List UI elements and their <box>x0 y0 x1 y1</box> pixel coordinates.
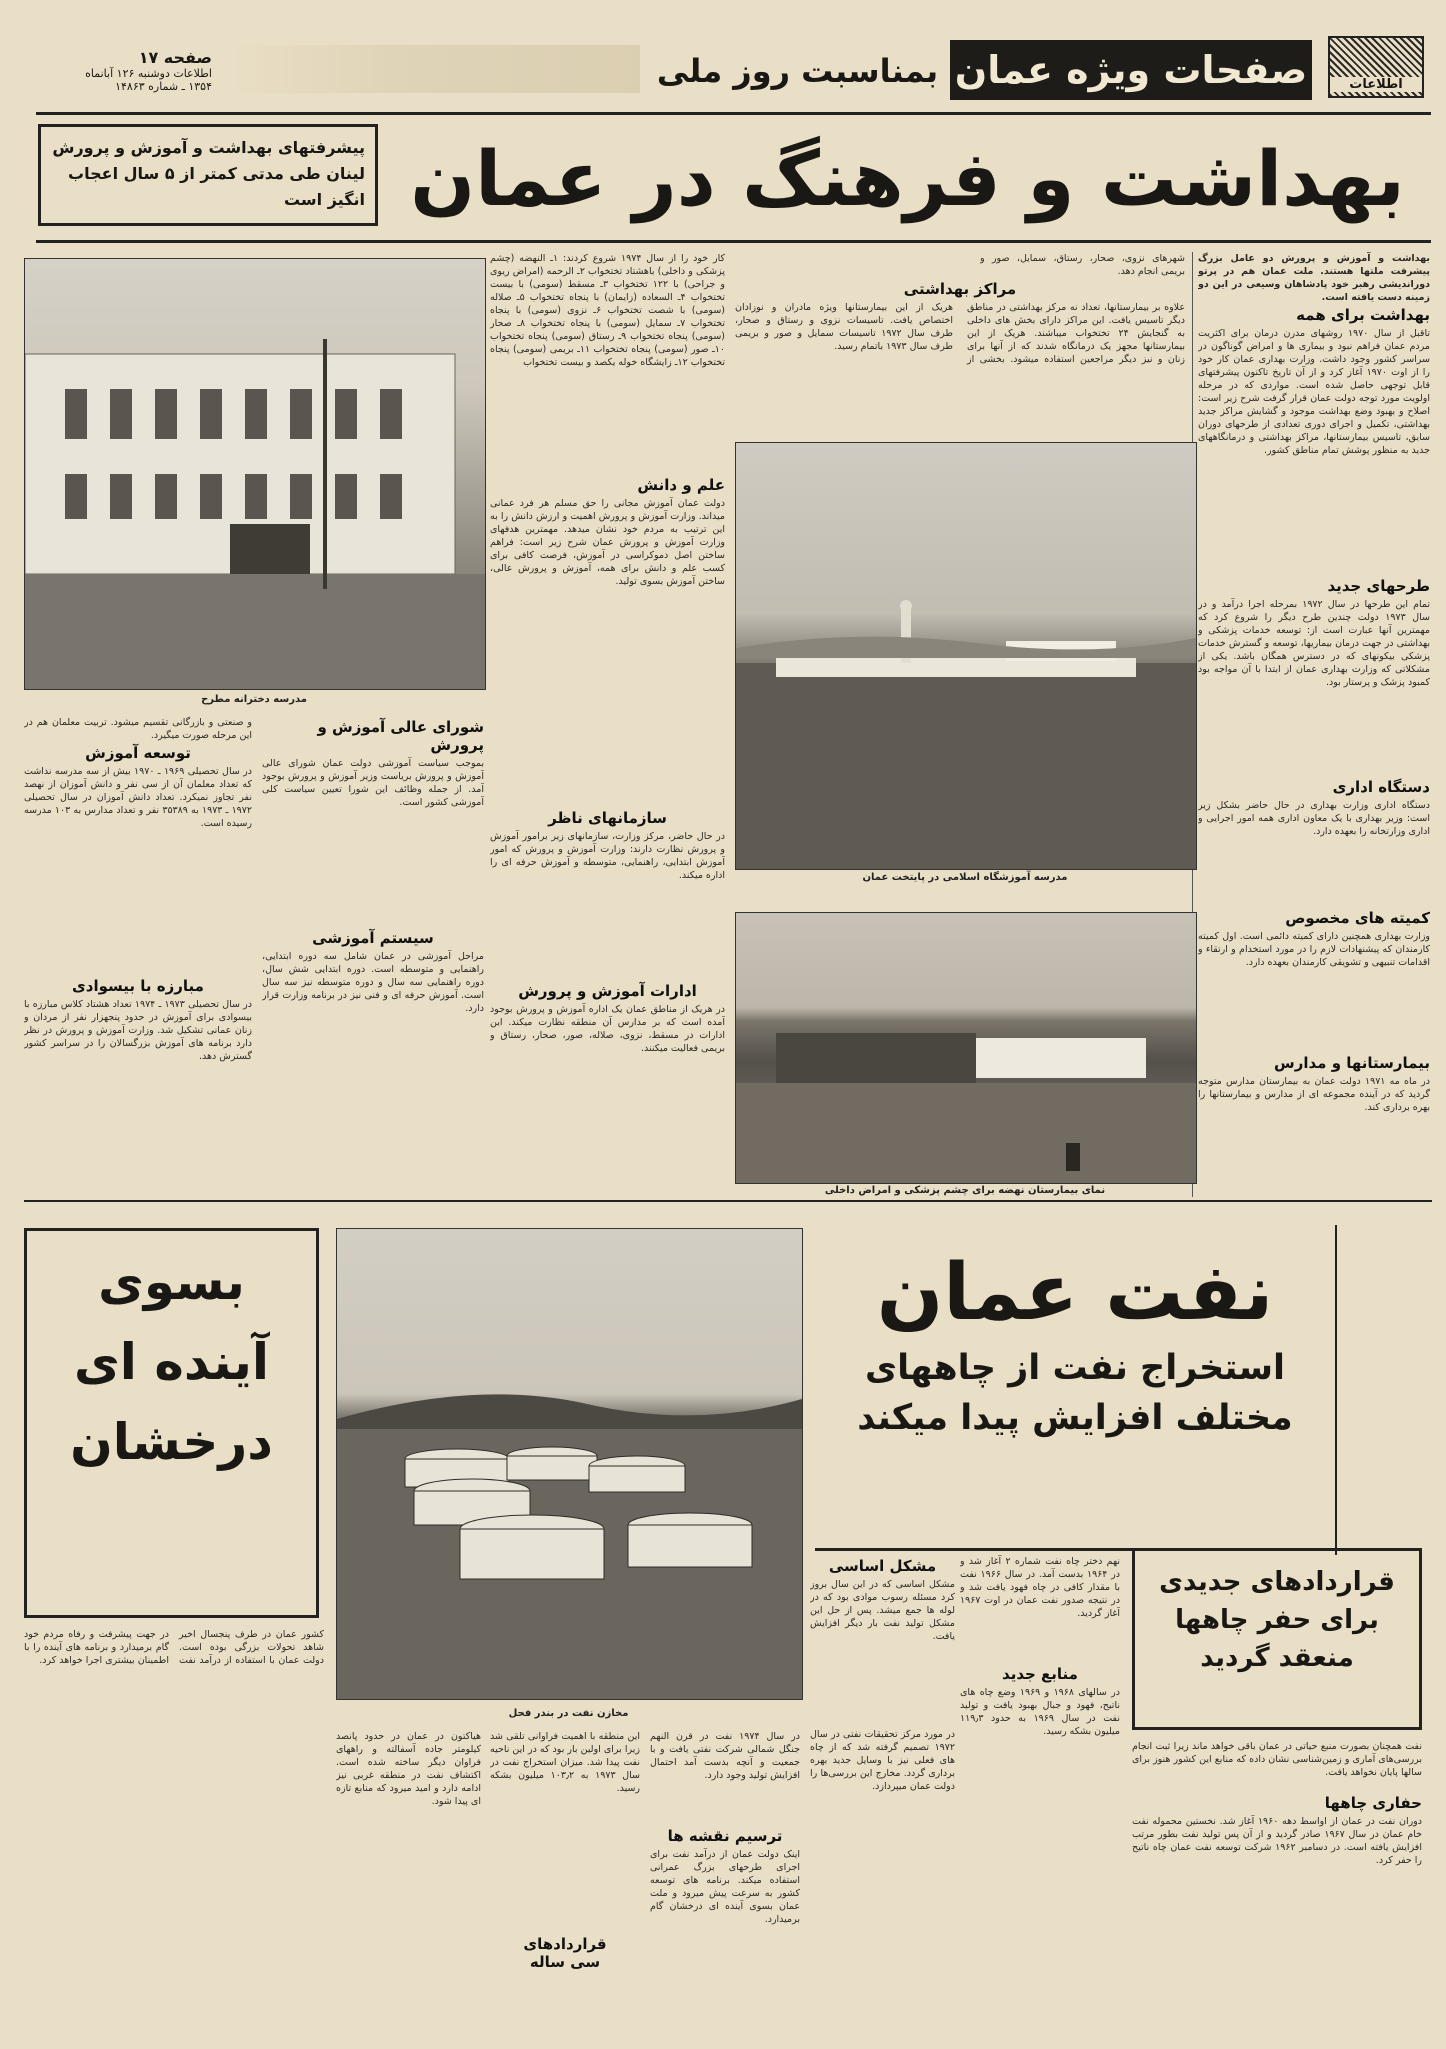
hospital-photo-illustration <box>736 913 1196 1183</box>
heading-education-offices: ادارات آموزش و پرورش <box>518 982 697 1000</box>
oil-paragraph-c1: نهم دختر چاه نفت شماره ۲ آغاز شد و در ۱۹۶۴ بدست آمد. در سال ۱۹۶۶ نفت با مقدار کافی در چاه فهود یافت شد و در نتیجه صدور نفت عمان در اوت ۱۹۶۷ آغاز گردید. <box>960 1556 1120 1619</box>
oil-subtitle-1: استخراج نفت از چاههای <box>865 1348 1285 1388</box>
photo-islamic-school <box>735 442 1197 870</box>
column-education-2 <box>262 716 484 1196</box>
health-paragraph-3: دستگاه اداری وزارت بهداری در حال حاضر بشکل زیر است: وزیر بهداری با یک معاون اداری همه امور اجرایی و اداری وزارتخانه را بعهده دارد. <box>1198 800 1430 837</box>
oil-paragraph-c8: هیاکتون در عمان در حدود پانصد کیلومتر جاده آسفالته و راههای فراوان دیگر ساخته شده است. اکتشاف نفت در منطقه غربی نیز ادامه دارد و امید میرود که منابع تازه ای پیدا شود. <box>336 1731 481 1807</box>
oil-paragraph-plans: اینک دولت عمان از درآمد نفت برای اجرای طرحهای بزرگ عمرانی استفاده میکند. برنامه های توسعه کشور به سرعت پیش میرود و ملت عمان بسوی آینده ای درخشان گام برمیدارد. <box>650 1849 800 1925</box>
column-education-3 <box>24 716 252 1196</box>
heading-education-system: سیستم آموزشی <box>312 929 434 947</box>
heading-main-problem: مشکل اساسی <box>828 1557 937 1575</box>
heading-well-drilling: حفاری چاهها <box>1324 1794 1422 1812</box>
side-title-1: بسوی <box>98 1253 245 1311</box>
oil-subtitle-2: مختلف افزایش پیدا میکند <box>857 1398 1293 1438</box>
headline-deck: پیشرفتهای بهداشت و آموزش و پرورش لینان طی مدتی کمتر از ۵ سال اعجاب انگیز است <box>38 124 378 226</box>
education-continued: و صنعتی و بازرگانی تقسیم میشود. تربیت معلمان هم در این مرحله صورت میگیرد. <box>24 717 252 741</box>
health-paragraph-1: تاقبل از سال ۱۹۷۰ روشهای مدرن درمان برای اکثریت مردم عمان فراهم نبود و بیماری ها و امراض گوناگون در سراسر کشور وجود داشت. وزارت بهداری عمان کار خود را از اوت ۱۹۷۰ آغاز کرد و از آن تاریخ تاکنون پیشرفتهای قابل توجهی حاصل شده است. مواردی که در مرحله اولویت مورد توجه دولت عمان قرار گرفت شرح زیر است: اصلاح و بهبود وضع بهداشت موجود و گشایش مراکز جدید بهداشتی، تکمیل و اجرای دوری تعدادی از طرحهای دوران سابق، تاسیس بیمارستانها، مراکز بهداشتی و درمانگاههای جدید به منظور پوشش تمام مناطق کشور. <box>1198 328 1430 456</box>
faded-header-background <box>230 45 640 93</box>
date-line: اطلاعات دوشنبه ۱۲۶ آبانماه <box>85 67 212 80</box>
oil-column-left-2 <box>24 1628 324 2033</box>
photo-hospital <box>735 912 1197 1184</box>
column-health-2 <box>735 252 1185 432</box>
logo-text: اطلاعات <box>1330 77 1422 92</box>
health-intro: بهداشت و آموزش و پرورش دو عامل بزرگ پیشرفت ملتها هستند. ملت عمان هم در پرتو دوراندیشی رهبر خود پادشاهان وسیعی در این دو زمینه دست یافته است. <box>1198 253 1430 303</box>
side-title-3: درخشان <box>70 1413 273 1471</box>
council-paragraph: بموجب سیاست آموزشی دولت عمان شورای عالی آموزش و پرورش بریاست وزیر آموزش و پرورش بوجود آمد. از جمله وظائف این شورا تعیین سیاست کلی آموزشی کشور است. <box>262 758 484 808</box>
contracts-title-1: قراردادهای جدیدی <box>1159 1567 1395 1597</box>
oil-column-middle-right <box>960 1555 1120 2035</box>
health-paragraph-4: وزارت بهداری همچنین دارای کمیته دائمی است. اول کمیته کارمندان که پیشنهادات لازم را در مورد استخدام و ارتقاء و اقدامات تنبیهی و تشویقی کارمندان بعهده دارد. <box>1198 931 1430 968</box>
oil-headline-box <box>815 1228 1335 1551</box>
system-paragraph: مراحل آموزشی در عمان شامل سه دوره ابتدایی، راهنمایی و متوسطه است. دوره ابتدایی شش سال، دوره راهنمایی سه سال و دوره متوسطه نیز سه سال است. آموزش حرفه ای و فنی نیز در برنامه وزارت قرار دارد. <box>262 951 484 1014</box>
oil-column-contracts <box>490 1730 640 2035</box>
bright-future-box <box>24 1228 319 1618</box>
education-paragraph-2: در حال حاضر، مرکز وزارت، سازمانهای زیر برامور آموزش و پرورش نظارت دارند: وزارت آموزش و پرورش که امور آموزش ابتدایی، راهنمایی، متوسطه و آموزش حرفه ای را اداره میکند. <box>490 831 725 881</box>
contracts-title-3: منعقد گردید <box>1200 1643 1354 1673</box>
education-paragraph-1: دولت عمان آموزش مجانی را حق مسلم هر فرد عمانی میداند. وزارت آموزش و پرورش اهمیت و ارزش دانش را به این ترتیب به مردم خود نشان میدهد. مهمترین هدفهای وزارت آموزش و پرورش عمان شرح زیر است: فراهم ساختن اصل دموکراسی در آموزش، فرصت کافی برای کسب علم و دانش برای همه، آموزش و پرورش عالی، ساختن آموزش بسوی تولید. <box>490 498 725 587</box>
health-paragraph-5: در ماه مه ۱۹۷۱ دولت عمان به بیمارستان مدارس متوجه گردید که در آینده مجموعه ای از مدارس و بیمارستانها را بهره برداری کند. <box>1198 1076 1430 1113</box>
school-photo-caption: مدرسه دخترانه مطرح <box>201 694 307 705</box>
heading-map-drawing: ترسیم نقشه ها <box>667 1827 783 1845</box>
oil-column-right <box>1132 1740 1422 2035</box>
oil-column-left-1 <box>336 1730 481 2035</box>
oil-column-plans <box>650 1730 800 2035</box>
heading-special-committees: کمیته های مخصوص <box>1285 909 1430 927</box>
issue-line: ۱۳۵۴ ـ شماره ۱۴۸۶۳ <box>115 80 212 93</box>
column-health-1 <box>1198 252 1430 1197</box>
heading-supervisory-bodies: سازمانهای ناظر <box>548 809 667 827</box>
literacy-paragraph: در سال تحصیلی ۱۹۷۳ ـ ۱۹۷۴ تعداد هشتاد کلاس مبارزه با بیسوادی برای آموزش در حدود پنجهزار نفر از مردان و زنان عمانی تشکیل شد. وزارت آموزش و پرورش در نظر دارد برنامه های آموزش بزرگسالان را در سراسر کشور گسترش دهد. <box>24 999 252 1062</box>
hospital-list: کار خود را از سال ۱۹۷۴ شروع کردند: ۱ـ النهضه (چشم پزشکی و داخلی) باهشتاد تختخواب ۲ـ الرحمه (امراض ریوی و جراحی) با ۱۲۲ تختخواب ۳ـ مسقط (سومی) با بیست تختخواب ۴ـ السعاده (زایمان) با پنجاه تختخواب ۵ـ صلاله (سومی) با شصت تختخواب ۶ـ نزوی (سومی) با پنجاه تختخواب ۷ـ سمایل (سومی) با پنجاه تختخواب ۸ـ صحار (سومی) پنجاه تختخواب ۹ـ رستاق (سومی) پنجاه تختخواب ۱۰ـ صور (سومی) پنجاه تختخواب ۱۱ـ بریمی (سومی) پنجاه تختخواب ۱۲ـ زایشگاه خوله یکصد و بیست تختخواب <box>490 253 725 368</box>
photo-girls-school <box>24 258 486 690</box>
contracts-title-2: برای حفر چاهها <box>1175 1605 1379 1635</box>
education-paragraph-3: در هریک از مناطق عمان یک اداره آموزش و پرورش بوجود آمده است که بر مدارس آن منطقه نظارت میکند. این ادارات در مسقط، نزوی، صلاله، صور، صحار، رستاق و بریمی فعالیت میکنند. <box>490 1004 725 1054</box>
newspaper-logo <box>1328 36 1424 98</box>
heading-health-for-all: بهداشت برای همه <box>1296 306 1430 324</box>
oil-paragraph-c5: در سال ۱۹۷۴ نفت در قرن النهم جنگل شمالی شرکت نفتی یافت و با جمعیت و آنچه بدست آمد احتمال افزایش تولید وجود دارد. <box>650 1731 800 1781</box>
oil-column-middle-left <box>810 1555 955 2035</box>
heading-new-plans: طرحهای جدید <box>1327 577 1430 595</box>
heading-thirty-year-contracts-2: سی ساله <box>529 1953 601 1971</box>
oil-paragraph-c3: در سالهای ۱۹۶۸ و ۱۹۶۹ وضع چاه های ناتیح، فهود و جبال بهبود یافت و تولید نفت در سال ۱۹۶۹ به حدود ۱۱۹٫۳ میلیون بشکه رسید. <box>960 1687 1120 1737</box>
heading-thirty-year-contracts-1: قراردادهای <box>523 1935 607 1953</box>
heading-administration: دستگاه اداری <box>1332 778 1430 796</box>
health-paragraph-2: تمام این طرحها در سال ۱۹۷۲ بمرحله اجرا درآمد و در سال ۱۹۷۳ دولت چندین طرح دیگر را شروع کرد که مهمترین آنها عبارت است از: توسعه خدمات پزشکی و بهداشتی در جهت درمان بیماریها، توسعه و گسترش خدمات پزشکی بیکونهای که در دسترس همگان باشد. یکی از مشکلاتی که وزارت بهداری عمان از ابتدا با آن مواجه بود کمبود پزشک و پرستار بود. <box>1198 599 1430 688</box>
heading-health-centers: مراکز بهداشتی <box>903 280 1017 298</box>
side-title-2: آینده ای <box>73 1333 270 1391</box>
oil-paragraph-c6: در مورد مرکز تحقیقات نفتی در سال ۱۹۷۲ تصمیم گرفته شد که از چاه های فعلی نیز با وسایل جدید بهره برداری گردد. مخارج این بررسی‌ها را دولت عمان میپردازد. <box>810 1729 955 1792</box>
heading-hospitals-schools: بیمارستانها و مدارس <box>1274 1054 1430 1072</box>
oil-title: نفت عمان <box>876 1248 1274 1338</box>
oil-vertical-rule <box>1335 1225 1337 1555</box>
main-headline: بهداشت و فرهنگ در عمان <box>410 134 1405 223</box>
school-photo-illustration <box>25 259 485 689</box>
heading-new-sources: منابع جدید <box>1002 1665 1078 1683</box>
tanks-photo-caption: مخازن نفت در بندر فحل <box>508 1708 629 1719</box>
health-centers-paragraph: علاوه بر بیمارستانها، تعداد نه مرکز بهداشتی در مناطق دیگر تاسیس یافت. این مراکز دارای بخش های داخلی به گنجایش ۲۴ تختخواب میباشند. هریک از این بیمارستانها مجهز یک درمانگاه شدند که از آنها برای زنان و نیز دیگر مراجعین استفاده میشود. بخشی از هریک از این بیمارستانها ویژه مادران و نوزادان اختصاص یافت. تاسیسات نزوی و رستاق و صحار، طرف سال ۱۹۷۲ تاسیسات سمایل و صور و بریمی طرف سال ۱۹۷۳ باتمام رسید. <box>735 302 1185 365</box>
special-pages-banner: صفحات ویژه عمان <box>950 40 1312 100</box>
oil-paragraph-c9: کشور عمان در طرف پنجسال اخیر شاهد تحولات بزرگی بوده است. دولت عمان با استفاده از درآمد نفت در جهت پیشرفت و رفاه مردم خود گام برمیدارد و برنامه های آینده را با اطمینان بیشتری اجرا خواهد کرد. <box>24 1629 324 1666</box>
oil-drilling-paragraph: دوران نفت در عمان از اواسط دهه ۱۹۶۰ آغاز شد. نخستین محموله نفت خام عمان در سال ۱۹۶۷ صادر گردید و از آن پس تولید نفت بطور مرتب افزایش یافته است. در دسامبر ۱۹۶۲ شرکت توسعه نفت عمان چاه ناتیح را حفر کرد. <box>1132 1816 1422 1866</box>
hospital-photo-caption: نمای بیمارستان نهضه برای چشم پزشکی و امراض داخلی <box>824 1185 1106 1196</box>
header-rule <box>36 112 1431 115</box>
heading-science-knowledge: علم و دانش <box>637 476 725 494</box>
photo-oil-tanks <box>336 1228 803 1700</box>
mosque-photo-caption: مدرسه آموزشگاه اسلامی در پایتخت عمان <box>862 872 1068 883</box>
contracts-box <box>1132 1548 1422 1730</box>
masthead <box>0 0 1446 120</box>
development-paragraph: در سال تحصیلی ۱۹۶۹ ـ ۱۹۷۰ بیش از سه مدرسه نداشت که تعداد معلمان آن از سی نفر و دانش آموزان از نهصد نفر تجاوز نمیکرد. تعداد دانش آموزان در سال تحصیلی ۱۹۷۲ ـ ۱۹۷۳ به ۳۵۳۸۹ نفر و تعداد مدارس به ۱۰۳ مدرسه رسیده است. <box>24 766 252 829</box>
page-info <box>52 48 212 93</box>
mosque-photo-illustration <box>736 443 1196 869</box>
headline-rule <box>36 240 1431 243</box>
oil-paragraph-c4: این منطقه با اهمیت فراوانی تلقی شد زیرا برای اولین بار بود که در این ناحیه نفت پیدا شد. میزان استخراج نفت در سال ۱۹۷۳ به ۱۰۳٫۲ میلیون بشکه رسید. <box>490 1731 640 1794</box>
oil-intro-paragraph: نفت همچنان بصورت منبع حیاتی در عمان باقی خواهد ماند زیرا ثبت انجام بررسی‌های آماری و زمین‌شناسی نشان داده که منابع این کشور هنوز برای سالها پایان نخواهد یافت. <box>1132 1741 1422 1778</box>
oil-paragraph-c2: مشکل اساسی که در این سال بروز کرد مسئله رسوب موادی بود که در لوله ها جمع میشد. پس از حل این مشکل تولید نفت بار دیگر افزایش یافت. <box>810 1579 955 1642</box>
column-education-1 <box>490 252 725 1197</box>
section-rule <box>24 1200 1432 1202</box>
health-centers-intro: شهرهای نزوی، صحار، رستاق، سمایل، صور و بریمی انجام دهد. <box>980 253 1185 277</box>
page-number: صفحه ۱۷ <box>138 48 212 67</box>
occasion-title: بمناسبت روز ملی <box>656 52 939 90</box>
heading-literacy-campaign: مبارزه با بیسوادی <box>72 977 204 995</box>
tanks-photo-illustration <box>337 1229 802 1699</box>
heading-higher-council: شورای عالی آموزش و پرورش <box>317 718 484 754</box>
heading-education-development: توسعه آموزش <box>85 744 191 762</box>
